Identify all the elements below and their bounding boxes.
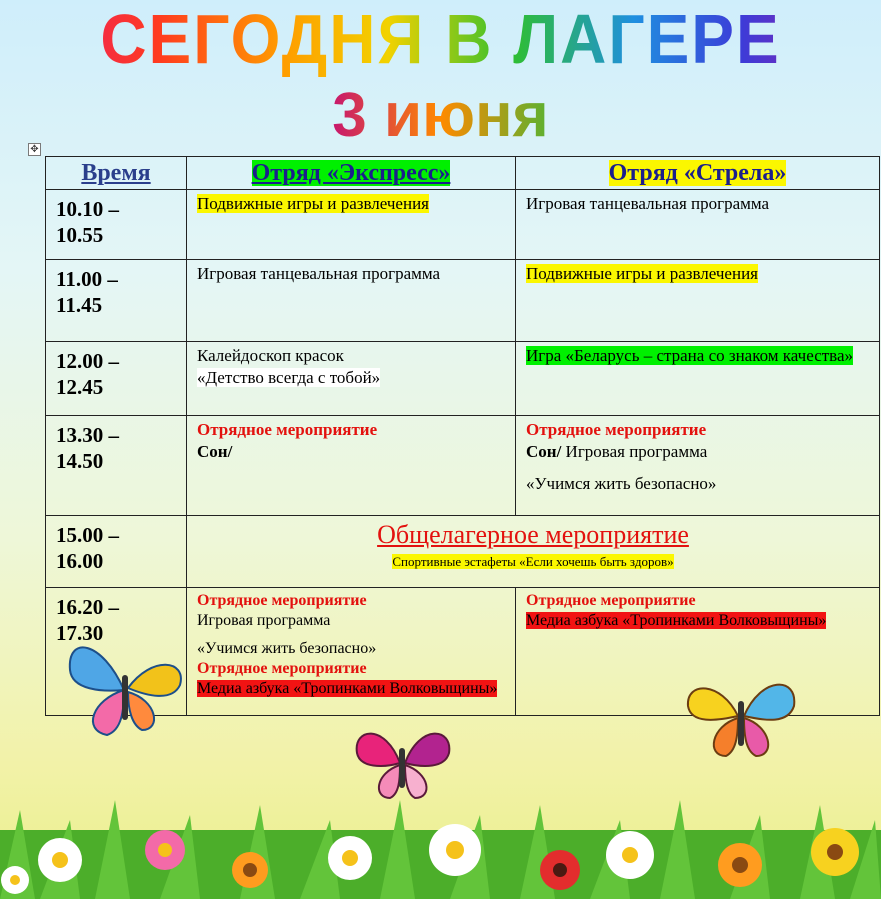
table-move-handle-icon[interactable]: ✥ [28, 143, 41, 156]
table-row [46, 342, 880, 416]
time-cell: 11.00 – 11.45 [46, 260, 187, 342]
header-time: Время [46, 157, 187, 190]
time-cell: 12.00 – 12.45 [46, 342, 187, 416]
time-cell: 10.10 – 10.55 [46, 190, 187, 260]
header-squad-strela: Отряд «Стрела» [516, 157, 880, 190]
time-cell: 15.00 – 16.00 [46, 516, 187, 588]
header-squad-express: Отряд «Экспресс» [187, 157, 516, 190]
table-row [46, 260, 880, 342]
strela-cell: Отрядное мероприятие Сон/ Игровая программа «Учимся жить безопасно» [516, 416, 880, 516]
strela-cell: Отрядное мероприятие Медиа азбука «Тропинками Волковыщины» [516, 588, 880, 716]
butterfly-left-icon [62, 630, 192, 750]
time-cell: 16.20 – 17.30 [46, 588, 187, 716]
butterfly-right-icon [676, 666, 806, 766]
time-cell: 13.30 – 14.50 [46, 416, 187, 516]
table-row [46, 190, 880, 260]
page-title: СЕГОДНЯ В ЛАГЕРЕ [0, 0, 881, 79]
strela-cell: Игровая танцевальная программа [516, 190, 880, 260]
page-date: 3 июня [0, 80, 881, 151]
express-cell: Отрядное мероприятие Сон/ [187, 416, 516, 516]
general-event-cell: Общелагерное мероприятие Спортивные эстафеты «Если хочешь быть здоров» [187, 516, 880, 588]
table-header-row [46, 157, 880, 190]
strela-cell: Игра «Беларусь – страна со знаком качества» [516, 342, 880, 416]
express-cell: Калейдоскоп красок «Детство всегда с тобой» [187, 342, 516, 416]
table-row [46, 416, 880, 516]
express-cell: Игровая танцевальная программа [187, 260, 516, 342]
table-row [46, 516, 880, 588]
strela-cell: Подвижные игры и развлечения [516, 260, 880, 342]
flower-meadow-icon [0, 790, 881, 899]
express-cell: Отрядное мероприятие Игровая программа «Учимся жить безопасно» Отрядное мероприятие Медиа азбука «Тропинками Волковыщины» [187, 588, 516, 716]
express-cell: Подвижные игры и развлечения [187, 190, 516, 260]
